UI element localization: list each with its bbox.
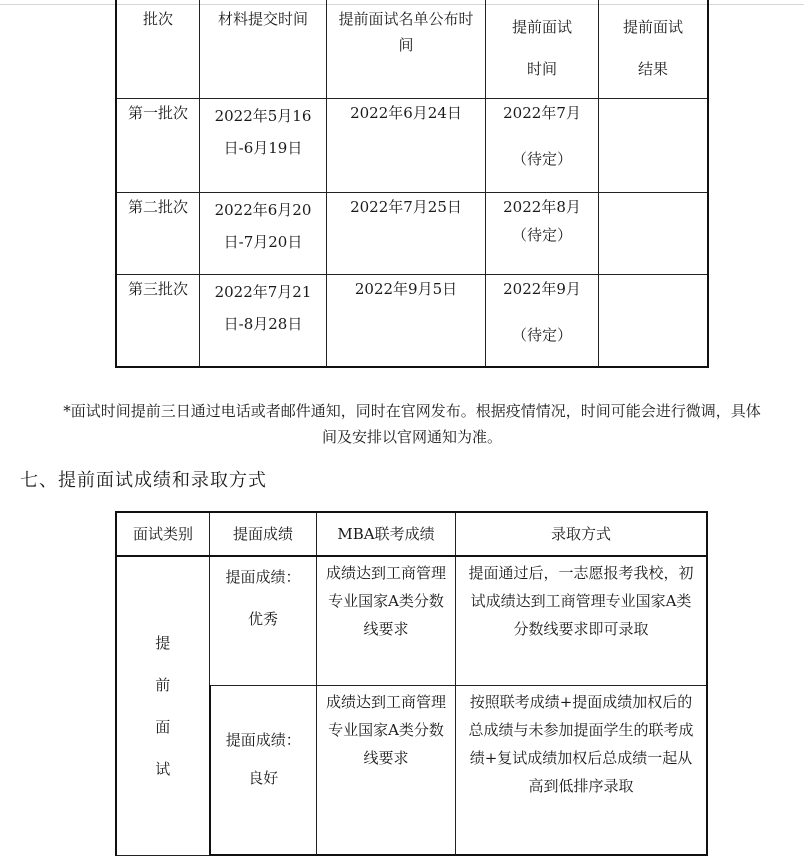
submit-cell: 2022年6月20日-7月20日 <box>200 193 327 275</box>
header-submit-time: 材料提交时间 <box>200 0 327 99</box>
grade-label: 提面成绩： <box>225 731 301 749</box>
result-cell <box>599 193 709 275</box>
interview-cell: 2022年8月 （待定） <box>486 193 599 275</box>
header-category: 面试类别 <box>116 512 210 556</box>
batch-cell: 第三批次 <box>116 275 200 368</box>
section-heading: 七、提前面试成绩和录取方式 <box>20 470 267 491</box>
admission-method-table <box>115 511 708 856</box>
publish-cell: 2022年9月5日 <box>327 275 486 368</box>
header-mba-exam-score: MBA联考成绩 <box>317 512 456 556</box>
table-row <box>116 556 707 686</box>
grade-value: 优秀 <box>247 610 278 628</box>
publish-cell: 2022年6月24日 <box>327 99 486 193</box>
header-interview-grade: 提面成绩 <box>210 512 317 556</box>
header-interview-time: 提前面试时间 <box>486 0 599 99</box>
header-admission-method: 录取方式 <box>456 512 708 556</box>
table-row <box>116 275 708 368</box>
batch-cell: 第二批次 <box>116 193 200 275</box>
exam-cell: 成绩达到工商管理专业国家A类分数线要求 <box>317 686 456 856</box>
header-publish-time: 提前面试名单公布时间 <box>327 0 486 99</box>
table-header-row <box>116 512 707 556</box>
grade-label: 提面成绩： <box>225 568 301 586</box>
grade-cell <box>210 556 317 686</box>
interview-cell: 2022年9月 （待定） <box>486 275 599 368</box>
header-interview-result: 提前面试结果 <box>599 0 709 99</box>
grade-cell <box>210 686 317 856</box>
interview-schedule-table <box>115 0 709 368</box>
batch-cell: 第一批次 <box>116 99 200 193</box>
result-cell <box>599 275 709 368</box>
grade-value: 良好 <box>248 769 279 787</box>
table-row <box>116 99 708 193</box>
exam-cell: 成绩达到工商管理专业国家A类分数线要求 <box>317 556 456 686</box>
table-header-row <box>116 0 708 99</box>
table-row <box>116 193 708 275</box>
category-label: 提前面试 <box>155 633 171 778</box>
publish-cell: 2022年7月25日 <box>327 193 486 275</box>
admission-cell: 提面通过后，一志愿报考我校，初试成绩达到工商管理专业国家A类分数线要求即可录取 <box>456 556 708 686</box>
interview-cell: 2022年7月 （待定） <box>486 99 599 193</box>
category-cell <box>116 556 210 855</box>
notice-line-2: 间及安排以官网通知为准。 <box>321 428 502 446</box>
submit-cell: 2022年7月21日-8月28日 <box>200 275 327 368</box>
submit-cell: 2022年5月16日-6月19日 <box>200 99 327 193</box>
result-cell <box>599 99 709 193</box>
admission-cell: 按照联考成绩+提面成绩加权后的总成绩与未参加提面学生的联考成绩+复试成绩加权后总成绩一起从高到低排序录取 <box>456 686 708 856</box>
notice-line-1: *面试时间提前三日通过电话或者邮件通知，同时在官网发布。根据疫情情况，时间可能会进行微调，具体 <box>63 402 761 420</box>
interview-notice <box>20 398 804 450</box>
header-batch: 批次 <box>116 0 200 99</box>
